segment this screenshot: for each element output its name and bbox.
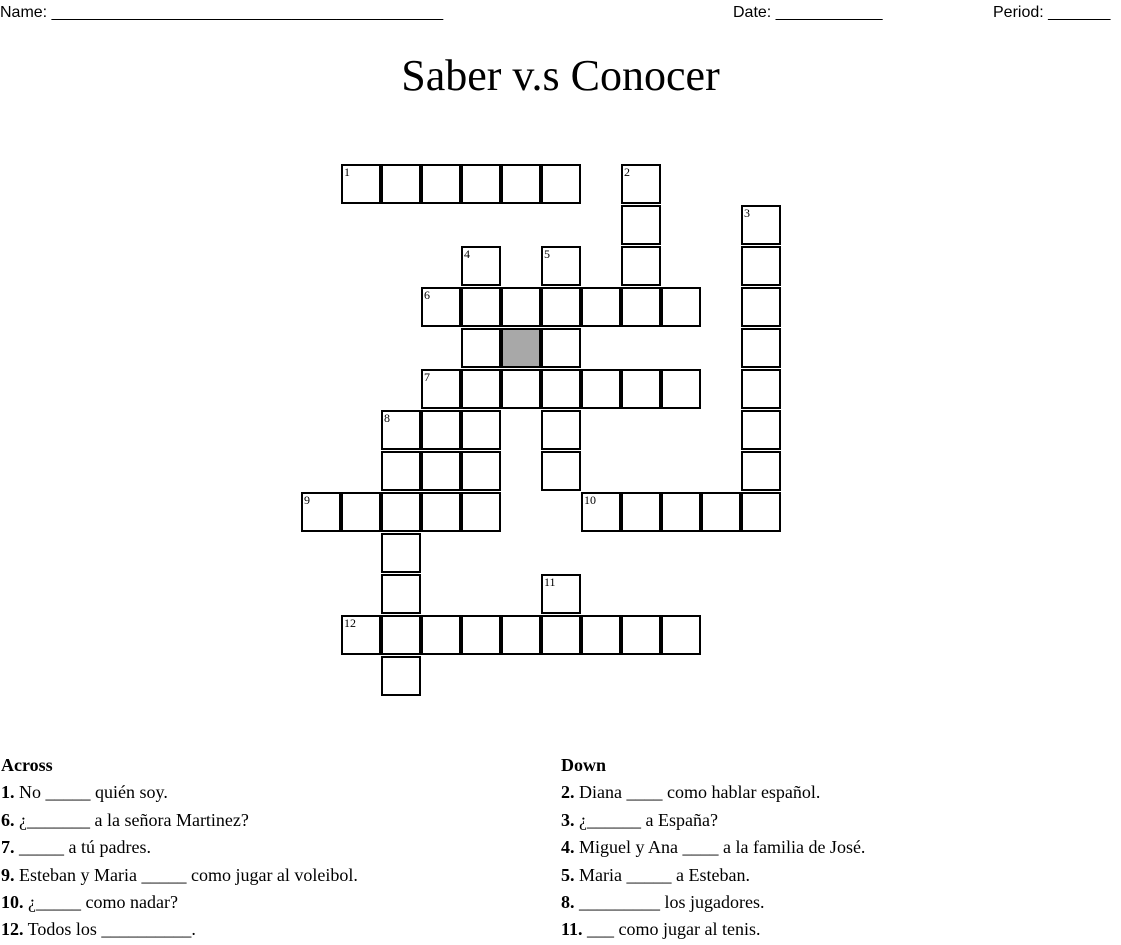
across-clues (1, 752, 358, 944)
grid-cell[interactable] (501, 369, 541, 409)
across-heading: Across (1, 755, 53, 775)
name-field: Name: ____________________________________________ (0, 4, 444, 21)
grid-cell[interactable] (621, 615, 661, 655)
period-field: Period: _______ (993, 4, 1111, 21)
grid-cell[interactable] (381, 574, 421, 614)
grid-cell[interactable] (381, 410, 421, 450)
grid-cell[interactable] (501, 164, 541, 204)
clue-down-5: 5. Maria _____ a Esteban. (561, 864, 750, 885)
grid-cell[interactable] (741, 246, 781, 286)
grid-cell[interactable] (621, 246, 661, 286)
clue-across-10: 10. ¿_____ como nadar? (1, 892, 178, 913)
grid-cell[interactable] (301, 492, 341, 532)
grid-cell[interactable] (541, 287, 581, 327)
grid-cell[interactable] (661, 287, 701, 327)
grid-cell[interactable] (661, 369, 701, 409)
clue-number: 12 (344, 616, 356, 630)
grid-cell[interactable] (541, 328, 581, 368)
clue-number: 6 (424, 288, 430, 302)
grid-cell[interactable] (541, 410, 581, 450)
grid-cell[interactable] (541, 615, 581, 655)
grid-cell[interactable] (581, 369, 621, 409)
grid-cell[interactable] (541, 451, 581, 491)
clue-across-9: 9. Esteban y Maria _____ como jugar al voleibol. (1, 864, 358, 885)
grid-cell[interactable] (461, 615, 501, 655)
grid-cell[interactable] (461, 451, 501, 491)
grid-cell[interactable] (741, 328, 781, 368)
clue-number: 10 (584, 493, 596, 507)
clue-down-11: 11. ___ como jugar al tenis. (561, 919, 761, 940)
clue-number: 3 (744, 206, 750, 220)
grid-cell[interactable] (421, 369, 461, 409)
clue-number: 7 (424, 370, 430, 384)
grid-cell[interactable] (381, 451, 421, 491)
clue-number: 11 (544, 575, 556, 589)
grid-cell[interactable] (741, 451, 781, 491)
grid-cell[interactable] (621, 164, 661, 204)
clue-down-4: 4. Miguel y Ana ____ a la familia de José. (561, 837, 866, 858)
grid-cell[interactable] (621, 492, 661, 532)
grid-cell[interactable] (421, 164, 461, 204)
clue-across-1: 1. No _____ quién soy. (1, 782, 168, 803)
grid-cell[interactable] (461, 164, 501, 204)
clue-number: 5 (544, 247, 550, 261)
grid-cell[interactable] (541, 369, 581, 409)
shaded-cell (501, 328, 541, 368)
grid-cell[interactable] (421, 492, 461, 532)
grid-cell[interactable] (541, 574, 581, 614)
grid-cell[interactable] (381, 492, 421, 532)
grid-cell[interactable] (621, 205, 661, 245)
grid-cell[interactable] (421, 451, 461, 491)
grid-cell[interactable] (581, 615, 621, 655)
grid-cell[interactable] (501, 287, 541, 327)
grid-cell[interactable] (621, 369, 661, 409)
grid-cell[interactable] (461, 328, 501, 368)
clue-number: 8 (384, 411, 390, 425)
grid-cell[interactable] (701, 492, 741, 532)
clue-number: 1 (344, 165, 350, 179)
grid-cell[interactable] (741, 205, 781, 245)
grid-cell[interactable] (621, 287, 661, 327)
down-heading: Down (561, 755, 607, 775)
clue-down-3: 3. ¿______ a España? (561, 809, 718, 830)
grid-cell[interactable] (741, 287, 781, 327)
grid-cell[interactable] (421, 615, 461, 655)
grid-cell[interactable] (381, 656, 421, 696)
grid-cell[interactable] (381, 164, 421, 204)
clue-down-2: 2. Diana ____ como hablar español. (561, 782, 821, 803)
grid-cell[interactable] (461, 410, 501, 450)
grid-cell[interactable] (541, 246, 581, 286)
clue-across-12: 12. Todos los __________. (1, 919, 196, 940)
grid-cell[interactable] (581, 287, 621, 327)
page-title: Saber v.s Conocer (401, 51, 720, 100)
grid-cell[interactable] (421, 410, 461, 450)
clue-number: 4 (464, 247, 470, 261)
grid-cell[interactable] (341, 492, 381, 532)
grid-cell[interactable] (581, 492, 621, 532)
grid-cell[interactable] (661, 492, 701, 532)
grid-cell[interactable] (461, 287, 501, 327)
grid-cell[interactable] (741, 369, 781, 409)
grid-cell[interactable] (461, 246, 501, 286)
grid-cell[interactable] (341, 164, 381, 204)
grid-cell[interactable] (741, 492, 781, 532)
grid-cell[interactable] (541, 164, 581, 204)
grid-cell[interactable] (341, 615, 381, 655)
clue-number: 2 (624, 165, 630, 179)
grid-cell[interactable] (421, 287, 461, 327)
grid-cell[interactable] (381, 533, 421, 573)
grid-cell[interactable] (461, 369, 501, 409)
grid-cell[interactable] (501, 615, 541, 655)
down-clues (561, 752, 865, 944)
clue-number: 9 (304, 493, 310, 507)
clue-across-6: 6. ¿_______ a la señora Martinez? (1, 809, 249, 830)
grid-cell[interactable] (461, 492, 501, 532)
clue-down-8: 8. _________ los jugadores. (561, 892, 765, 913)
grid-cell[interactable] (741, 410, 781, 450)
grid-cell[interactable] (661, 615, 701, 655)
grid-cell[interactable] (381, 615, 421, 655)
date-field: Date: ____________ (733, 4, 883, 21)
clue-across-7: 7. _____ a tú padres. (1, 837, 151, 858)
